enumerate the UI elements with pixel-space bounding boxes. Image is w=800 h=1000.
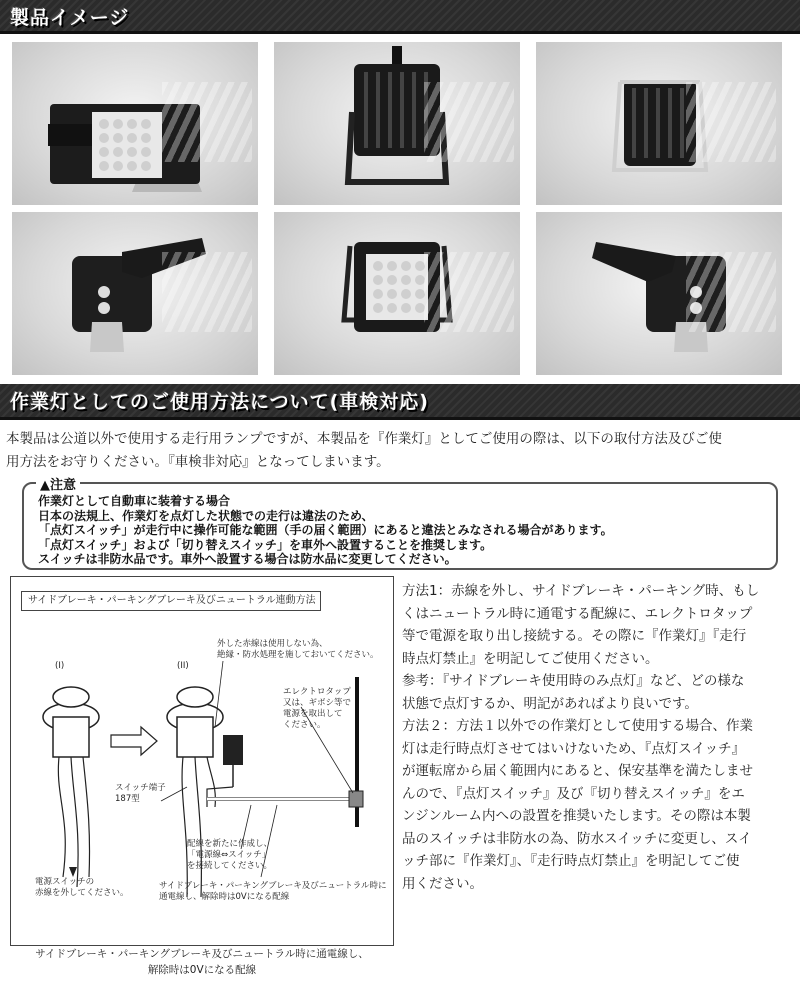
caption-line: 解除時は0Vになる配線 <box>147 964 257 976</box>
caution-title <box>36 474 80 493</box>
method-line: 状態で点灯するか、明記があればより良いです。 <box>402 695 698 712</box>
intro-line: 用方法をお守りください。『車検非対応』となってしまいます。 <box>6 454 390 470</box>
diagram-title: サイドブレーキ・パーキングブレーキ及びニュートラル連動方法 <box>21 591 321 611</box>
intro-paragraph <box>6 428 794 474</box>
method-line: 方法２：方法１以外での作業灯として使用する場合、作業 <box>402 718 753 734</box>
diagram-note-red-wire: 外した赤線は使用しない為、 絶縁・防水処理を施しておいてください。 <box>217 639 379 660</box>
section-title: 製品イメージ <box>10 7 130 29</box>
method-line: 品のスイッチは非防水の為、防水スイッチに変更し、スイ <box>402 830 752 847</box>
product-photo-1 <box>12 42 258 205</box>
product-photo-2 <box>274 42 520 205</box>
methods-text <box>402 580 794 895</box>
diagram-note-remove-red: 電源スイッチの 赤線を外してください。 <box>35 877 129 898</box>
product-photo-4 <box>12 212 258 375</box>
diagram-note-switch-terminal: スイッチ端子 187型 <box>115 783 166 804</box>
method-line: ンジンルーム内への設置を推奨いたします。その際は本製 <box>402 808 751 824</box>
method-line: 灯は走行時点灯させてはいけないため、『点灯スイッチ』 <box>402 740 746 757</box>
method-line: んので、『点灯スイッチ』及び『切り替えスイッチ』をエ <box>402 785 745 802</box>
section-header-usage <box>0 384 800 420</box>
product-photo-3 <box>536 42 782 205</box>
caution-line: 作業灯として自動車に装着する場合 <box>38 494 231 508</box>
diagram-note-side-brake: サイドブレーキ・パーキングブレーキ及びニュートラル時に 通電線し、解除時は0Vになる配線 <box>159 881 387 902</box>
caution-line: 日本の法規上、作業灯を点灯した状態での走行は違法のため、 <box>38 508 374 523</box>
diagram-label-i: (I) <box>55 661 65 671</box>
method-line: くはニュートラル時に通電する配線に、エレクトロタップ <box>402 605 753 622</box>
method-line: 等で電源を取り出し接続する。その際に『作業灯』『走行 <box>402 628 747 644</box>
caption-line: サイドブレーキ・パーキングブレーキ及びニュートラル時に通電線し、 <box>35 948 369 960</box>
intro-line: 本製品は公道以外で使用する走行用ランプですが、本製品を『作業灯』としてご使用の際は、以下の取付方法及びご使 <box>6 431 722 447</box>
caution-line: スイッチは非防水品です。車外へ設置する場合は防水品に変更してください。 <box>38 552 457 566</box>
method-line: 時点灯禁止』を明記してご使用ください。 <box>402 650 659 667</box>
caution-box <box>22 478 778 570</box>
product-photo-6 <box>536 212 782 375</box>
warning-icon: ▲ <box>40 478 50 493</box>
diagram-caption <box>10 946 394 978</box>
diagram-label-ii: (II) <box>177 661 189 671</box>
diagram-note-new-wire: 配線を新たに作成し、 「電源線⇔スイッチ」 を接続してください。 <box>187 839 273 871</box>
product-photo-5 <box>274 212 520 375</box>
caution-title-text: 注意 <box>50 478 77 493</box>
wiring-diagram <box>10 576 394 946</box>
caution-line: 「点灯スイッチ」および「切り替えスイッチ」を車外へ設置することを推奨します。 <box>38 537 493 552</box>
caution-line: 「点灯スイッチ」が走行中に操作可能な範囲（手の届く範囲）にあると違法とみなされる場合があります。 <box>38 523 613 537</box>
method-line: 方法1：赤線を外し、サイドブレーキ・パーキング時、もし <box>402 583 760 599</box>
section-header-product-image <box>0 0 800 34</box>
method-line: が運転席から届く範囲内にあると、保安基準を満たしませ <box>402 763 753 779</box>
method-line: ッチ部に『作業灯』、『走行時点灯禁止』を明記してご使 <box>402 853 740 869</box>
method-line: 用ください。 <box>402 875 483 892</box>
diagram-note-electro-tap: エレクトロタップ 又は、ギボシ等で 電源を取出して ください。 <box>283 687 352 730</box>
section-title: 作業灯としてのご使用方法について(車検対応) <box>10 391 429 413</box>
method-line: 参考：『サイドブレーキ使用時のみ点灯』など、どの様な <box>402 673 745 689</box>
